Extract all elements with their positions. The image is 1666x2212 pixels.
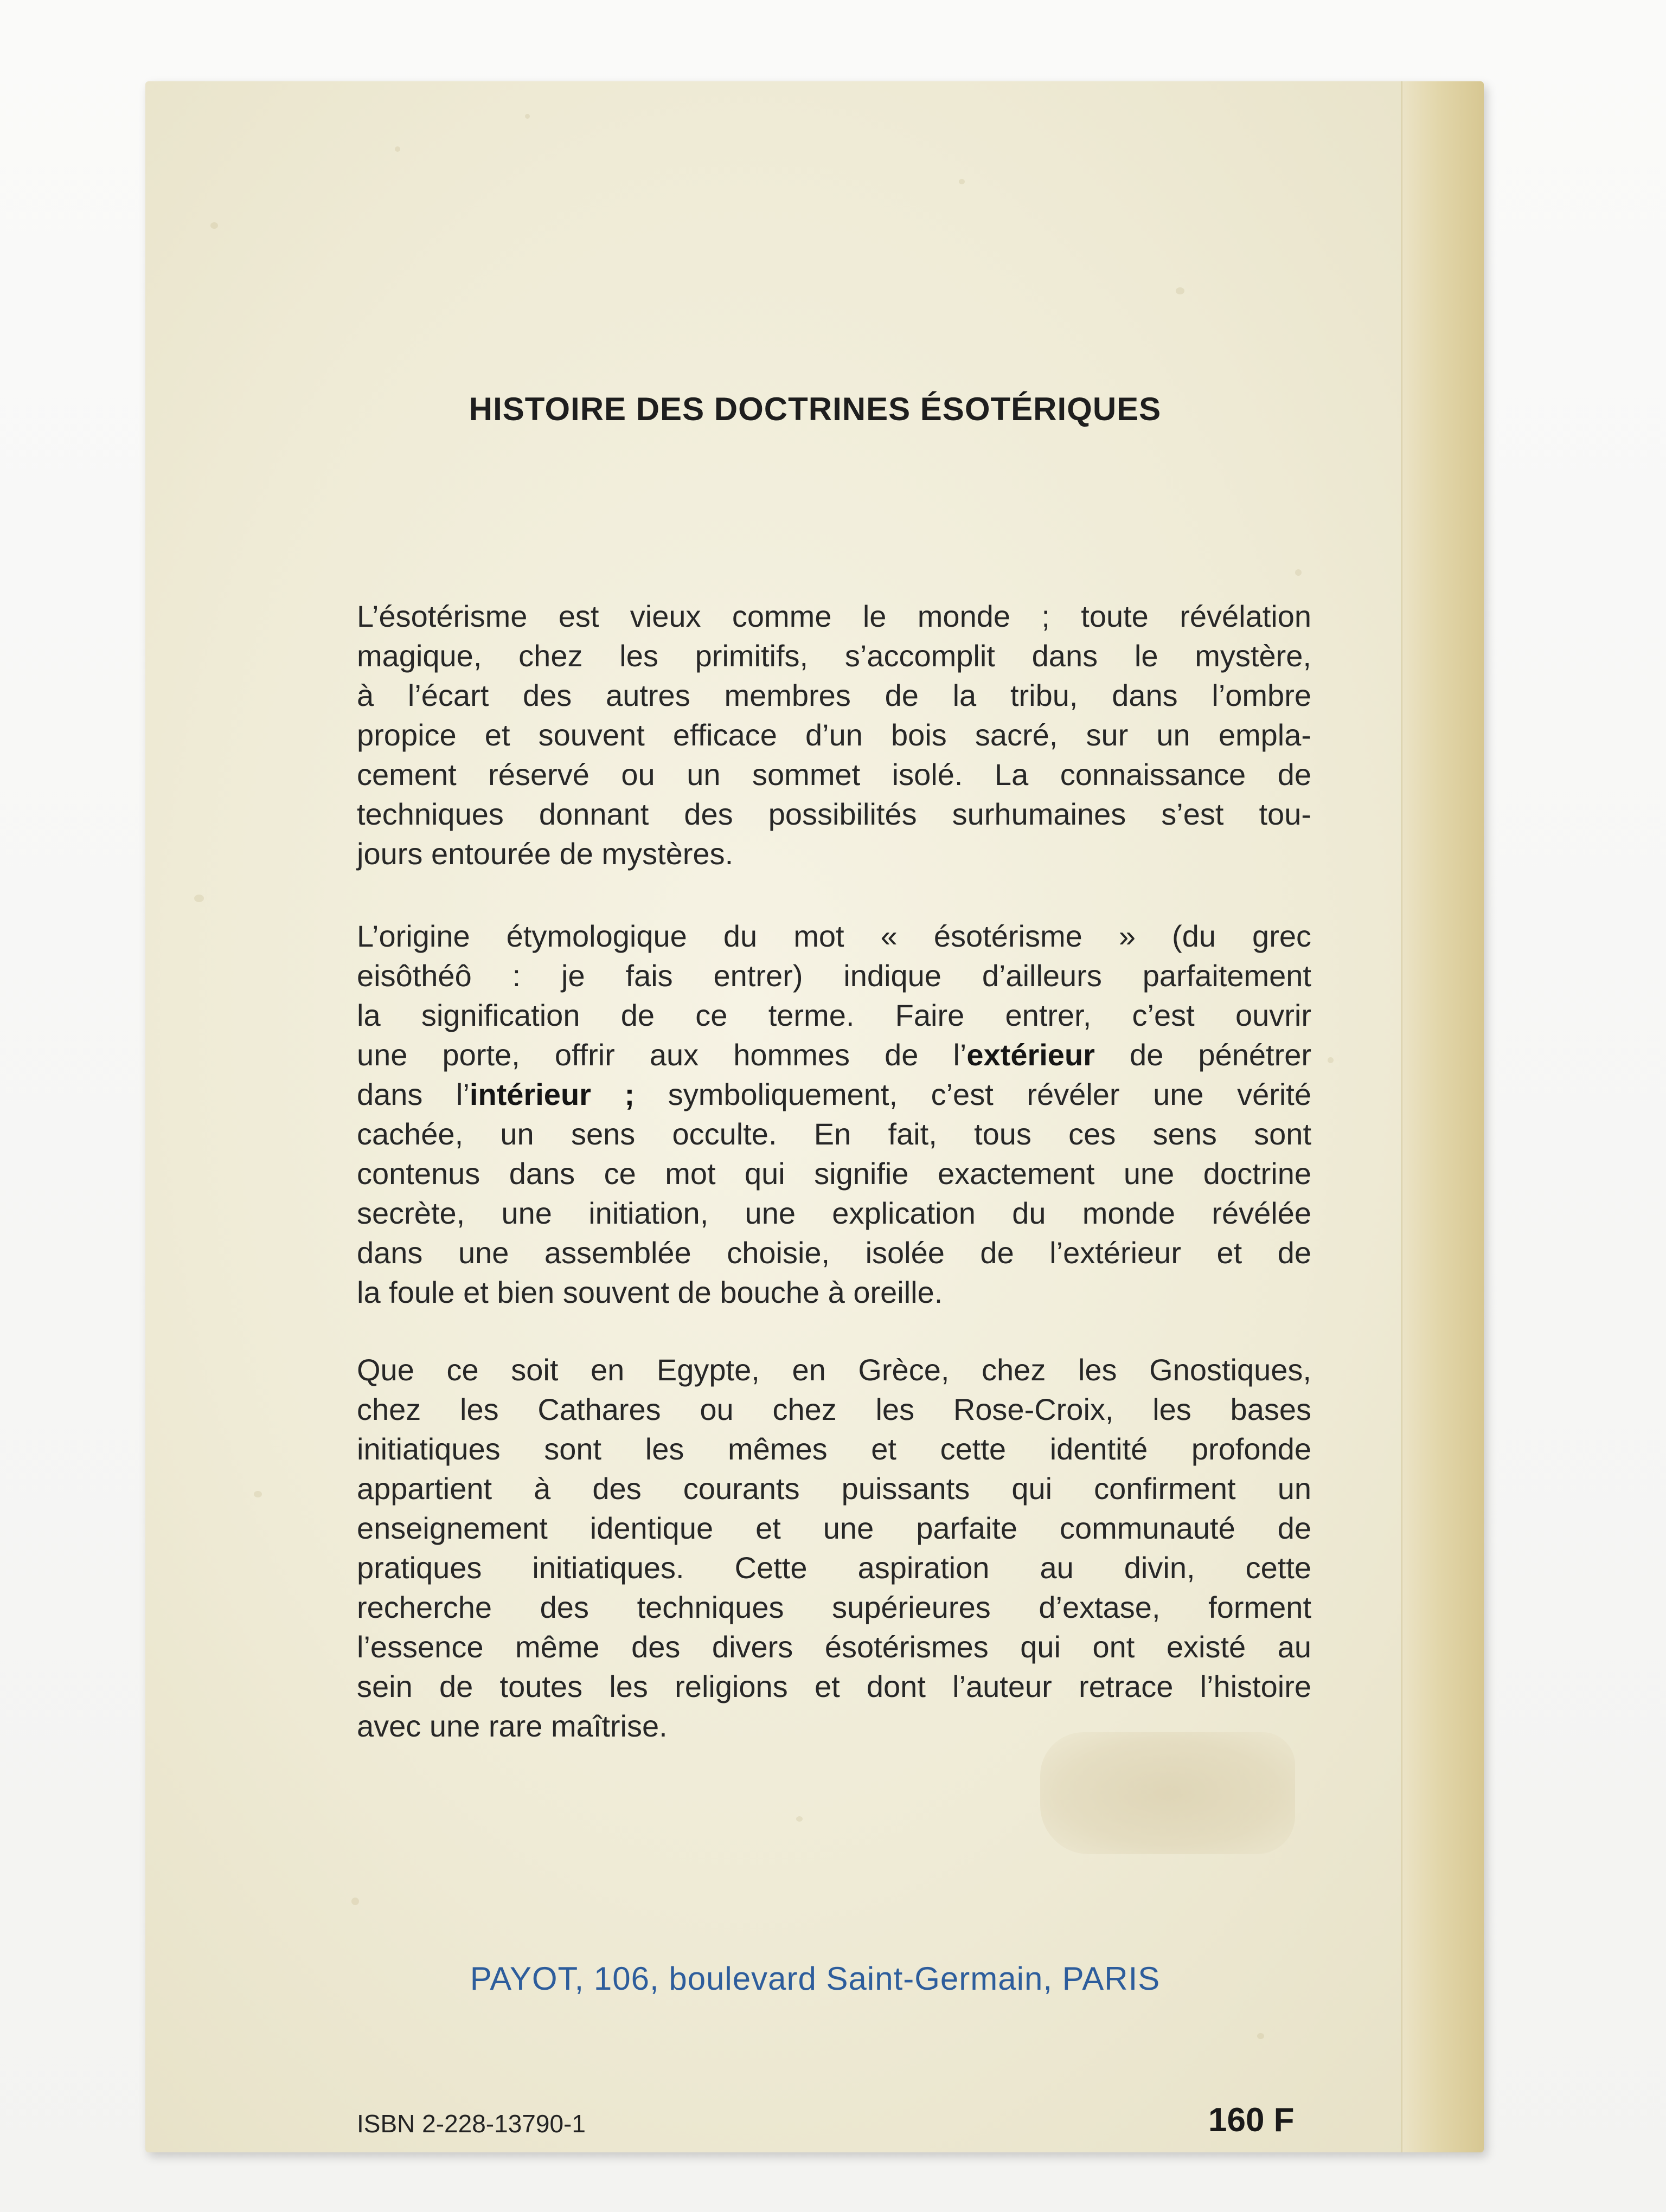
text-line: enseignement identique et une parfaite communauté de (357, 1511, 1311, 1545)
paper-speckle (1328, 1057, 1334, 1063)
text-line: sein de toutes les religions et dont l’auteur retrace l’histoire (357, 1669, 1311, 1703)
text-line: propice et souvent efficace d’un bois sacré, sur un empla- (357, 718, 1311, 752)
text-line: pratiques initiatiques. Cette aspiration au divin, cette (357, 1551, 1311, 1585)
text-line: Que ce soit en Egypte, en Grèce, chez les Gnostiques, (357, 1353, 1311, 1387)
text-line-with-bold (357, 1035, 1311, 1075)
text-line: dans une assemblée choisie, isolée de l’extérieur et de (357, 1236, 1311, 1270)
text-line: appartient à des courants puissants qui confirment un (357, 1471, 1311, 1506)
text-line: magique, chez les primitifs, s’accomplit dans le mystère, (357, 639, 1311, 673)
book-title: HISTOIRE DES DOCTRINES ÉSOTÉRIQUES (469, 391, 1162, 427)
text-line: secrète, une initiation, une explication du monde révélée (357, 1196, 1311, 1230)
text-run: dans l’ (357, 1077, 470, 1111)
isbn-number: ISBN 2-228-13790-1 (357, 2110, 586, 2138)
paragraph-etymology (357, 916, 1311, 1312)
text-line: L’origine étymologique du mot « ésotérisme » (du grec (357, 919, 1311, 953)
bold-word-interieur: intérieur ; (469, 1077, 635, 1111)
book-back-cover (145, 81, 1484, 2152)
text-line: eisôthéô : je fais entrer) indique d’ailleurs parfaitement (357, 959, 1311, 993)
text-line: avec une rare maîtrise. (357, 1709, 668, 1743)
text-line: la foule et bien souvent de bouche à oreille. (357, 1275, 943, 1309)
text-run: de pénétrer (1094, 1038, 1312, 1072)
text-line: jours entourée de mystères. (357, 837, 734, 871)
paper-speckle (210, 222, 218, 229)
text-line: L’ésotérisme est vieux comme le monde ; toute révélation (357, 599, 1311, 633)
text-line: techniques donnant des possibilités surhumaines s’est tou- (357, 797, 1311, 831)
paper-speckle (254, 1491, 262, 1497)
paper-speckle (1257, 2033, 1264, 2039)
text-line: cachée, un sens occulte. En fait, tous ces sens sont (357, 1117, 1311, 1151)
text-line: la signification de ce terme. Faire entrer, c’est ouvrir (357, 998, 1311, 1032)
bold-word-exterieur: extérieur (966, 1038, 1095, 1072)
text-run: une porte, offrir aux hommes de l’ (357, 1038, 967, 1072)
text-line: à l’écart des autres membres de la tribu, dans l’ombre (357, 678, 1311, 712)
text-line: cement réservé ou un sommet isolé. La connaissance de (357, 757, 1311, 792)
paper-speckle (1295, 569, 1302, 576)
paper-speckle (525, 114, 530, 119)
price-sticker-residue (1040, 1732, 1295, 1854)
paper-speckle (1176, 287, 1184, 294)
text-line: recherche des techniques supérieures d’extase, forment (357, 1590, 1311, 1624)
publisher-address: PAYOT, 106, boulevard Saint-Germain, PARIS (470, 1960, 1161, 1997)
price-label: 160 F (1208, 2101, 1295, 2139)
paper-speckle (959, 179, 965, 184)
text-line: initiatiques sont les mêmes et cette identité profonde (357, 1432, 1311, 1466)
paragraph-traditions (357, 1350, 1311, 1746)
text-line: l’essence même des divers ésotérismes qui ont existé au (357, 1630, 1311, 1664)
paper-speckle (194, 895, 204, 902)
paragraph-intro (357, 596, 1311, 873)
paper-speckle (351, 1898, 359, 1905)
text-line: contenus dans ce mot qui signifie exactement une doctrine (357, 1156, 1311, 1191)
text-line-with-bold (357, 1075, 1311, 1114)
paper-speckle (796, 1816, 803, 1822)
paper-speckle (395, 146, 400, 152)
text-run: symboliquement, c’est révéler une vérité (635, 1077, 1312, 1111)
text-line: chez les Cathares ou chez les Rose-Croix, les bases (357, 1392, 1311, 1426)
